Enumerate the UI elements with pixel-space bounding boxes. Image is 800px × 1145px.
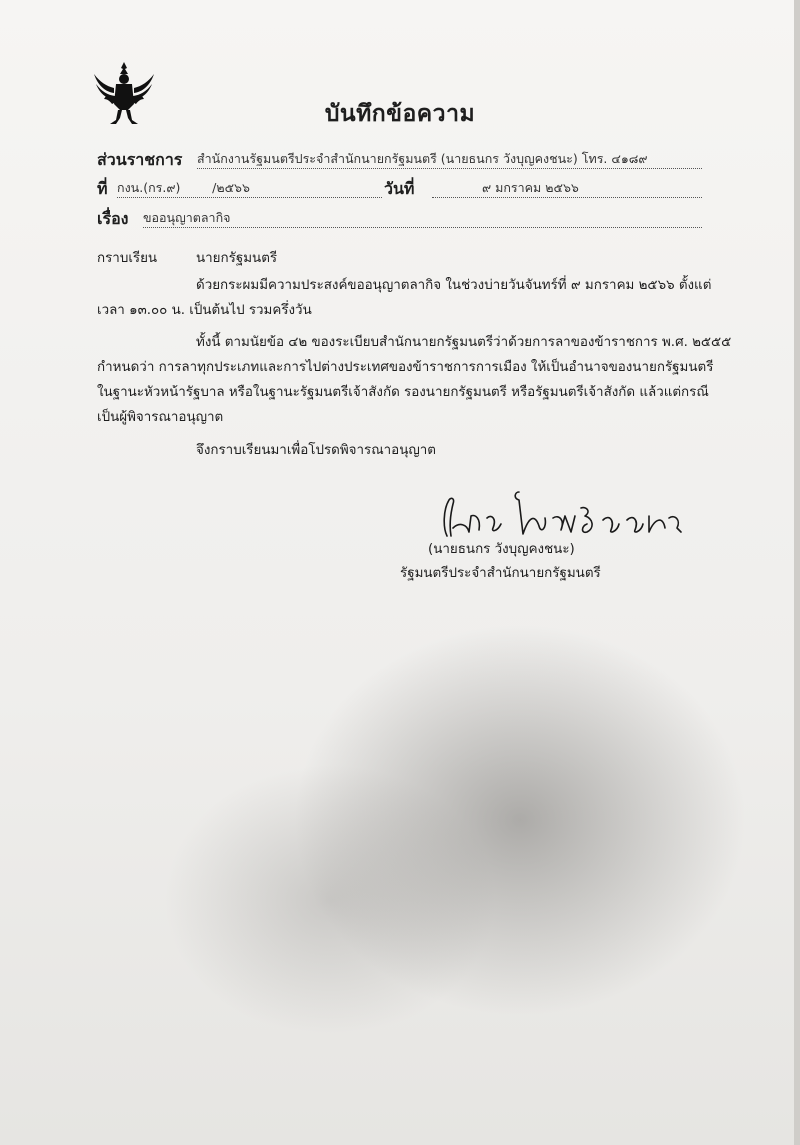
salutation-value: นายกรัฐมนตรี — [196, 251, 278, 266]
signer-position: รัฐมนตรีประจำสำนักนายกรัฐมนตรี — [400, 566, 601, 581]
paragraph-2-line-1: ทั้งนี้ ตามนัยข้อ ๔๒ ของระเบียบสำนักนายกรัฐมนตรีว่าด้วยการลาของข้าราชการ พ.ศ. ๒๕๕๕ — [196, 335, 732, 350]
closing-line: จึงกราบเรียนมาเพื่อโปรดพิจารณาอนุญาต — [196, 443, 436, 458]
subject-row — [97, 207, 707, 231]
date-label: วันที่ — [384, 179, 415, 198]
memo-title: บันทึกข้อความ — [324, 101, 476, 127]
agency-label: ส่วนราชการ — [97, 150, 183, 169]
date-value: ๙ มกราคม ๒๕๖๖ — [432, 179, 702, 198]
paragraph-2-line-4: เป็นผู้พิจารณาอนุญาต — [97, 410, 224, 425]
ref-label: ที่ — [97, 179, 108, 198]
ref-date-row — [97, 177, 707, 201]
ref-value: กงน.(กร.๙) /๒๕๖๖ — [117, 179, 382, 198]
agency-value: สำนักงานรัฐมนตรีประจำสำนักนายกรัฐมนตรี (นายธนกร วังบุญคงชนะ) โทร. ๔๑๘๙ — [197, 150, 702, 169]
salutation-label: กราบเรียน — [97, 251, 158, 266]
paragraph-1-line-2: เวลา ๑๓.๐๐ น. เป็นต้นไป รวมครึ่งวัน — [97, 303, 312, 318]
paragraph-1-line-1: ด้วยกระผมมีความประสงค์ขออนุญาตลากิจ ในช่วงบ่ายวันจันทร์ที่ ๙ มกราคม ๒๕๖๖ ตั้งแต่ — [196, 278, 712, 293]
signer-name: (นายธนกร วังบุญคงชนะ) — [428, 542, 575, 557]
agency-row — [97, 148, 707, 172]
paragraph-2-line-2: กำหนดว่า การลาทุกประเภทและการไปต่างประเทศของข้าราชการการเมือง ให้เป็นอำนาจของนายกรัฐมนตรี — [97, 360, 714, 375]
paragraph-2-line-3: ในฐานะหัวหน้ารัฐบาล หรือในฐานะรัฐมนตรีเจ้าสังกัด รองนายกรัฐมนตรี หรือรัฐมนตรีเจ้าสังกัด แล้วแต่กรณี — [97, 385, 709, 400]
subject-value: ขออนุญาตลากิจ — [143, 209, 702, 228]
subject-label: เรื่อง — [97, 209, 129, 228]
